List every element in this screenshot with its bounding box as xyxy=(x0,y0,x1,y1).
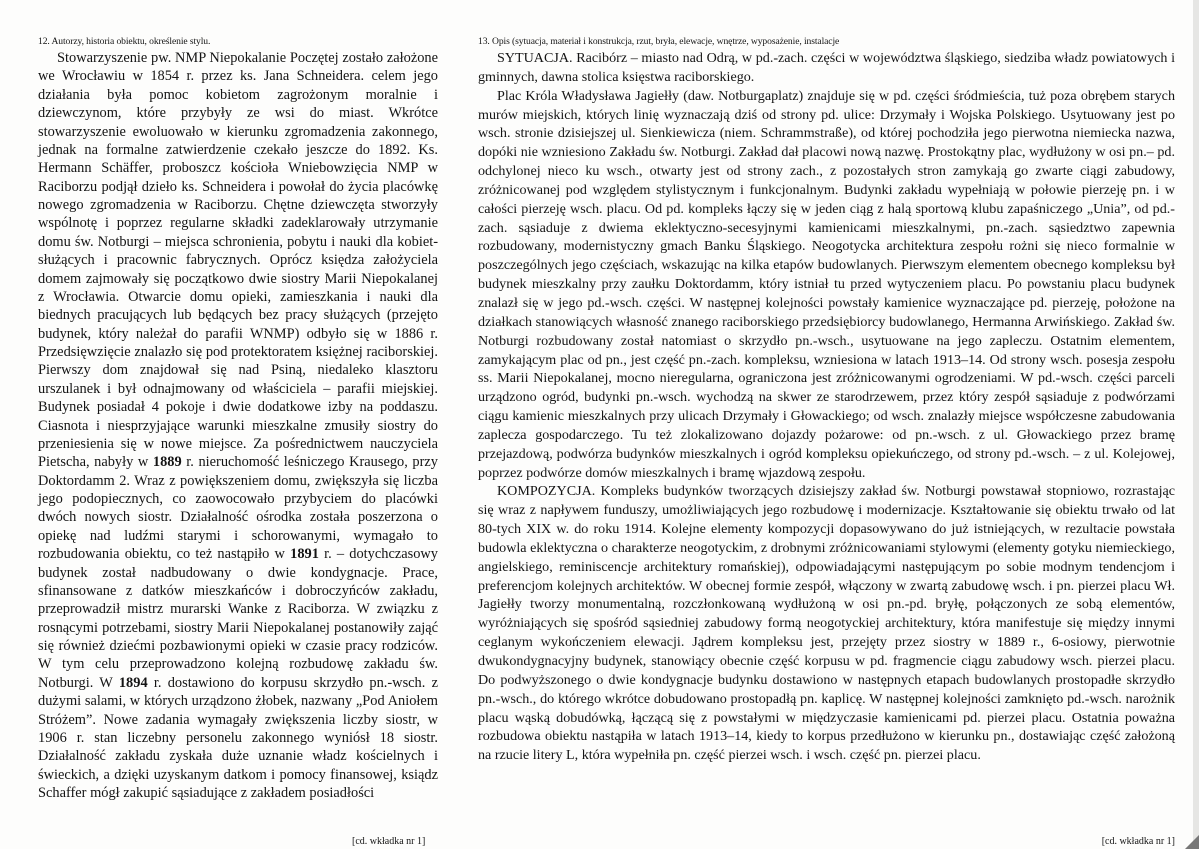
sytuacja-label: SYTUACJA xyxy=(497,50,570,66)
right-continuation-note: [cd. wkładka nr 1] xyxy=(1101,836,1175,847)
kompozycja-label: KOMPOZYCJA xyxy=(497,483,592,500)
scan-corner xyxy=(1185,835,1199,849)
kompozycja-paragraph xyxy=(478,482,1175,765)
year-1894: 1894 xyxy=(118,674,148,691)
year-1891: 1891 xyxy=(290,546,319,563)
history-text-part-3: r. – dotychczasowy budynek został nadbudowany o dwie kondygnacje. Prace, sfinansowane z datków mieszkańców i dobroczyńców zakładu, przeprowadził mistrz murarski Wanke z Raciborza. W związku z rosnącymi potrzebami, siostry Marii Niepokalanej postanowiły zająć się również dziećmi pozbawionymi opieki w czasie pracy rodziców. W tym celu przeprowadzono kolejną rozbudowę zakładu św. Notburgi. W xyxy=(38,546,438,691)
left-continuation-note: [cd. wkładka nr 1] xyxy=(352,836,426,847)
sytuacja-paragraph xyxy=(478,49,1175,87)
section-12-heading: 12. Autorzy, historia obiektu, określenie stylu. xyxy=(38,36,211,47)
year-1889: 1889 xyxy=(152,454,182,471)
history-paragraph xyxy=(38,49,438,802)
history-text-part-2: r. nieruchomość leśniczego Krausego, przy Doktordamm 2. Wraz z powiększeniem domu, zwiększyła się liczba jego podopiecznych, co zaowocowało przybyciem do placówki dwóch nowych siostr. Działalność ośrodka została poszerzona o opiekę nad ludźmi starymi i schorowanymi, wymagało to rozbudowania obiektu, co też nastąpiło w xyxy=(38,454,438,563)
sytuacja-text: . Racibórz – miasto nad Odrą, w pd.-zach. części w województwa śląskiego, siedziba władz powiatowych i gminnych, dawna stolica księstwa raciborskiego. xyxy=(478,50,1175,85)
section-13-column xyxy=(478,36,1175,765)
section-13-heading: 13. Opis (sytuacja, materiał i konstrukcja, rzut, bryła, elewacje, wnętrze, wyposażenie, instalacje xyxy=(478,36,840,47)
plac-paragraph: Plac Króla Władysława Jagiełły (daw. Notburgaplatz) znajduje się w pd. części śródmieścia, tuż poza obrębem starych murów miejskich, których linię wyznaczają dziś od strony pd. ulice: Drzymały i Wojska Polskiego. Usytuowany jest po wsch. stronie dzisiejszej ul. Sienkiewicza (niem. Schrammstraße), od której pochodziła jego pierwotna niemiecka nazwa, dopóki nie wzniesiono Zakładu św. Notburgi. Zakład dał placowi nową nazwę. Prostokątny plac, wydłużony w osi pn.– pd. odchylonej nieco ku wsch., otwarty jest od strony zach., z pozostałych stron zamykają go zwarte ciągi zabudowy, zróżnicowanej pod względem stylistycznym i funkcjonalnym. Budynki zakładu wypełniają w połowie pierzeję pn. i w całości pierzeję wsch. placu. Od pd. kompleks łączy się w jeden ciąg z halą sportową klubu zapaśniczego „Unia”, od pd.-zach. sąsiaduje z dwiema eklektyczno-secesyjnymi kamienicami mieszkalnymi, pn.-zach. sąsiedztwo zapewnia rozbudowany, modernistyczny gmach Banku Śląskiego. Neogotycka architektura zespołu rożni się nieco formalnie w poszczególnych jego częściach, wskazując na kilka etapów budowlanych. Pierwszym elementem obecnego kompleksu był budynek mieszkalny przy zaułku Doktordamm, który istniał tu przed wytyczeniem placu. Po powstaniu placu budynek znalazł się w jego pd.-wsch. części. W następnej kolejności powstały kamienice wyznaczające pd. pierzeję, położone na działkach stanowiących własność znanego raciborskiego przedsiębiorcy budowlanego, Hermanna Arwińskiego. Zakład św. Notburgi rozbudowany został natomiast o skrzydło pn.-wsch., usytuowane na jego zapleczu. Ostatnim elementem, zamykającym plac od pn., jest część pn.-zach. kompleksu, wzniesiona w latach 1913–14. Od strony wsch. posesja zespołu ss. Marii Niepokalanej, mocno nieregularna, ograniczona jest zróżnicowanymi ogrodzeniami. W pd.-wsch. części parceli urządzono ogród, budynki pn.-wsch. wychodzą na skwer ze starodrzewem, przez który zespół sąsiaduje z podwórzami ciągu kamienic mieszkalnych przy ulicach Drzymały i Głowackiego; od wsch. znalazły miejsce współczesne zabudowania zaplecza gospodarczego. Tu też zlokalizowano dojazdy pożarowe: od pn.-wsch. z ul. Głowackiego przez bramę przejazdową, podwórza budynków mieszkalnych i ogród kompleksu opiekuńczego, od strony pd.-wsch. – z ul. Kolejowej, poprzez podwórze domów mieszkalnych i bramę wjazdową zespołu. xyxy=(478,87,1175,481)
history-text-part-1: Stowarzyszenie pw. NMP Niepokalanie Poczętej zostało założone we Wrocławiu w 1854 r. przez ks. Jana Schneidera. celem jego działania była pomoc kobietom zagrożonym moralnie i dziewczynom, które przybyły ze wsi do miast. Wkrótce stowarzyszenie ewoluowało w kierunku zgromadzenia zakonnego, jednak na formalne zatwierdzenie czekało jeszcze do 1892. Ks. Hermann Schäffer, proboszcz kościoła Wniebowzięcia NMP w Raciborzu podjął dzieło ks. Schneidera i powołał do życia placówkę nowego zgromadzenia w Raciborzu. Chętne dziewczęta stworzyły wspólnotę i poprzez regularne składki zadeklarowały utrzymanie domu św. Notburgi – miejsca schronienia, pobytu i nauki dla kobiet-służących i pracownic fabrycznych. Oprócz księdza założyciela domem zajmowały się początkowo dwie siostry Marii Niepokalanej z Wrocławia. Otwarcie domu opieki, zamieszkania i nauki dla biednych pracujących lub będących bez pracy służących (przejęto budynek, który należał do parafii WNMP) odbyło się w 1886 r. Przedsięwzięcie znalazło się pod protektoratem księżnej raciborskiej. Pierwszy dom znajdował się nad Psiną, niedaleko klasztoru urszulanek i był odnajmowany od właściciela – parafii miejskiej. Budynek posiadał 4 pokoje i dwie dodatkowe izby na poddaszu. Ciasnota i niesprzyjające warunki mieszkalne zmusiły siostry do przeniesienia się w nowe miejsce. Za pośrednictwem nauczyciela Pietscha, nabyły w xyxy=(38,50,438,471)
kompozycja-text: . Kompleks budynków tworzących dzisiejszy zakład św. Notburgi powstawał stopniowo, rozrastając się wraz z napływem funduszy, umożliwiających jego rozbudowę i modernizacje. Kształtowanie się obiektu trwało od lat 80-tych XIX w. do roku 1914. Kolejne elementy kompozycji dopasowywano do już istniejących, w rezultacie powstała budowla eklektyczna o charakterze neogotyckim, z drobnymi zróżnicowaniami stylowymi (elementy gotyku niemieckiego, angielskiego, reminiscencje architektury romańskiej), odpowiadającymi następującym po sobie modnym tendencjom i preferencjom kolejnych architektów. W obecnej formie zespół, włączony w zwartą zabudowę wsch. i pn. pierzei placu Wł. Jagiełły tworzy monumentalną, rozczłonkowaną wydłużoną w osi pn.-pd. bryłę, połączonych ze sobą elementów, wyróżniających się spośród sąsiedniej zabudowy formą neogotyckiej architektury, która manifestuje się między innymi ceglanym wykończeniem elewacji. Jądrem kompleksu jest, przejęty przez siostry w 1889 r., 6-osiowy, pierwotnie dwukondygnacyjny budynek, stanowiący obecnie część korpusu w pd. fragmencie ciągu zabudowy wsch. pierzei placu. Do podwyższonego o dwie kondygnacje budynku dostawiono w następnych etapach budowlanych prostopadłe skrzydło pn.-wsch., do którego wkrótce dobudowano prostopadłą pn. kaplicę. W następnej kolejności zamknięto pd.-wsch. narożnik placu wąską dobudówką, łączącą się z powstałymi w międzyczasie kamienicami pd. pierzei placu. Ostatnia poważna rozbudowa obiektu nastąpiła w latach 1913–14, kiedy to korpus przedłużono w kierunku pn., dostawiając część założoną na rzucie litery L, która wypełniła pn. część pierzei wsch. i wsch. część pn. pierzei placu. xyxy=(478,483,1175,764)
scan-edge xyxy=(1193,0,1199,849)
section-12-column xyxy=(38,36,438,802)
history-text-part-4: r. dostawiono do korpusu skrzydło pn.-wsch. z dużymi salami, w których urządzono żłobek, nazwany „Pod Aniołem Stróżem”. Nowe zadania wymagały zwiększenia liczby siostr, w 1906 r. stan liczebny personelu zakonnego wyniósł 18 siostr. Działalność zakładu zyskała duże uznanie władz kościelnych i świeckich, a dzięki uzyskanym datkom i pomocy finansowej, ksiądz Schaffer mógł zakupić sąsiadujące z zakładem posiadłości xyxy=(38,674,438,801)
